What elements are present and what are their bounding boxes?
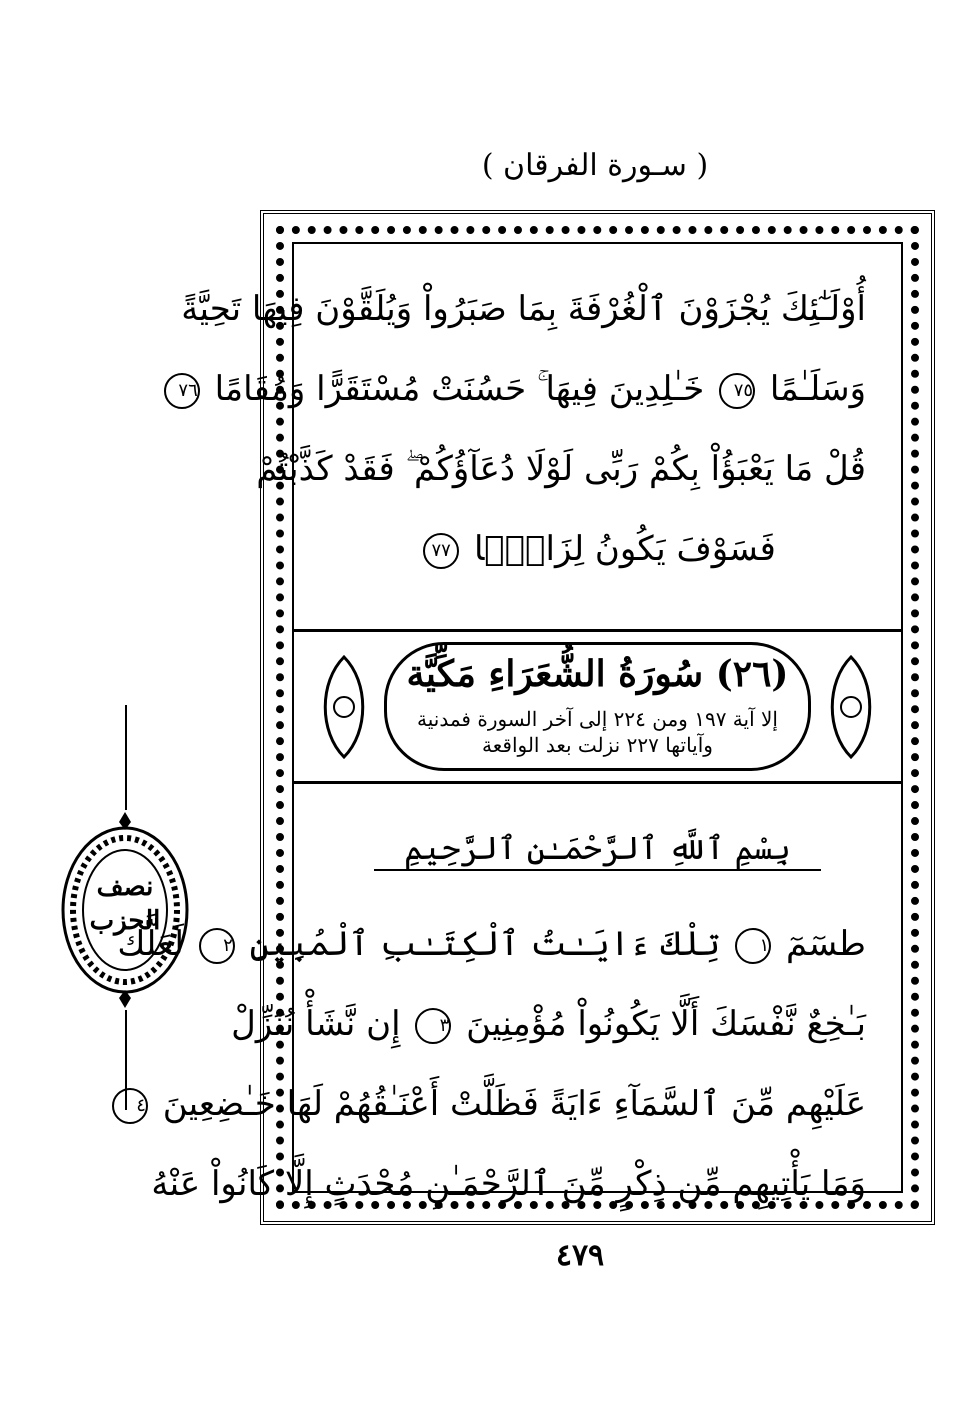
verse-fragment: فَسَوْفَ يَكُونُ لِزَامًۢا <box>473 529 776 569</box>
verse-fragment: لَعَلَّكَ <box>117 924 184 964</box>
ornament-left-icon <box>314 652 374 762</box>
ayah-number: ٤ <box>112 1088 148 1124</box>
surah-title-panel <box>294 629 901 784</box>
verse-line <box>329 509 866 589</box>
verse-line <box>231 984 866 1064</box>
surah-cartouche <box>384 642 811 771</box>
verse-fragment: بَـٰخِعٌ نَّفْسَكَ أَلَّا يَكُونُواْ مُؤْمِنِينَ <box>466 1004 866 1044</box>
surah-subtitle-1: إلا آية ١٩٧ ومن ٢٢٤ إلى آخر السورة فمدنية <box>417 707 778 731</box>
verse-line: أُوْلَـٰٓئِكَ يُجْزَوْنَ ٱلْغُرْفَةَ بِمَا صَبَرُواْ وَيُلَقَّوْنَ فِيهَا تَحِيَّةً <box>181 289 866 329</box>
ayah-number: ٣ <box>415 1008 451 1044</box>
verse-fragment: خَـٰلِدِينَ فِيهَا ۚ حَسُنَتْ مُسْتَقَرًّا وَمُقَامًا <box>214 369 705 409</box>
basmala: بِسْمِ ٱللَّهِ ٱلرَّحْمَـٰنِ ٱلرَّحِيمِ <box>374 829 821 871</box>
surah-subtitle-2: وآياتها ٢٢٧ نزلت بعد الواقعة <box>482 733 713 757</box>
page-number: ٤٧٩ <box>555 1238 605 1273</box>
surah-title: (٢٦) سُورَةُ الشُّعَرَاءِ مَكِّيَّة <box>406 653 789 695</box>
ayah-number: ٧٥ <box>719 373 755 409</box>
verse-fragment: إِن نَّشَأْ نُنَزِّلْ <box>231 1004 401 1044</box>
ayah-number: ١ <box>735 928 771 964</box>
ayah-number: ٢ <box>199 928 235 964</box>
top-verses <box>178 269 866 589</box>
verse-fragment: عَلَيْهِم مِّنَ ٱلسَّمَآءِ ءَايَةً فَظَلَّتْ أَعْنَـٰقُهُمْ لَهَا خَـٰضِعِينَ <box>162 1084 866 1124</box>
verse-fragment: وَسَلَـٰمًا <box>769 369 866 409</box>
verse-line: وَمَا يَأْتِيهِم مِّن ذِكْرٍ مِّنَ ٱلرَّحْمَـٰنِ مُحْدَثٍ إِلَّا كَانُواْ عَنْهُ <box>151 1164 866 1204</box>
ayah-number: ٧٦ <box>164 373 200 409</box>
verse-line <box>136 1064 866 1144</box>
verse-fragment: تِلْكَ ءَايَـٰتُ ٱلْكِتَـٰبِ ٱلْمُبِينِ <box>249 924 721 964</box>
verse-fragment: طسٓمٓ <box>785 924 866 964</box>
ayah-number: ٧٧ <box>423 533 459 569</box>
side-line-top <box>125 705 127 810</box>
surah-header: ( سـورة الفرقان ) <box>481 148 709 183</box>
hizb-marker-line-2: الحزب <box>89 906 161 936</box>
ornament-right-icon <box>821 652 881 762</box>
verse-line: قُلْ مَا يَعْبَؤُاْ بِكُمْ رَبِّى لَوْلَا دُعَآؤُكُمْ ۖ فَقَدْ كَذَّبْتُمْ <box>256 449 866 489</box>
hizb-marker-line-1: نصف <box>96 872 154 902</box>
verse-line <box>178 349 866 429</box>
